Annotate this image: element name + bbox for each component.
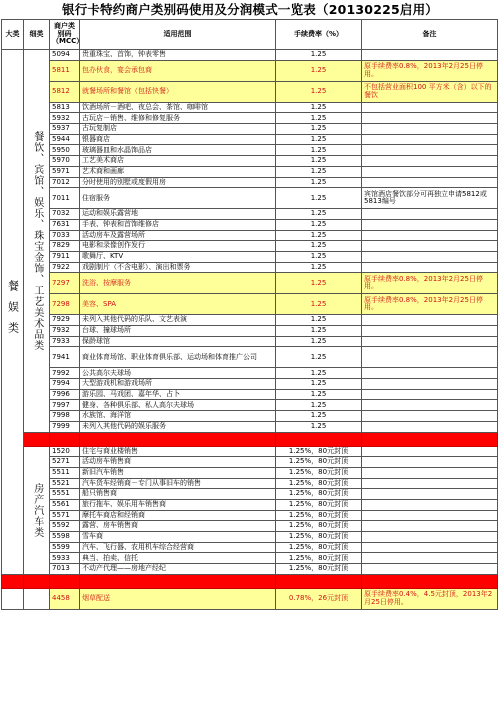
separator-cell xyxy=(24,432,50,446)
mcc-cell: 7013 xyxy=(50,564,80,575)
table-row xyxy=(2,446,498,457)
table-row xyxy=(2,262,498,273)
table-row xyxy=(2,60,498,81)
header-row xyxy=(2,20,498,50)
mcc-cell: 7911 xyxy=(50,251,80,262)
fee-cell: 1.25%，80元封顶 xyxy=(276,478,362,489)
scope-cell: 新旧汽车销售 xyxy=(80,467,276,478)
scope-cell: 艺术商和画廊 xyxy=(80,166,276,177)
note-cell xyxy=(362,166,498,177)
table-row xyxy=(2,467,498,478)
fee-cell: 1.25 xyxy=(276,400,362,411)
table-row xyxy=(2,532,498,543)
mcc-cell: 7932 xyxy=(50,326,80,337)
table-row xyxy=(2,315,498,326)
mcc-cell: 5598 xyxy=(50,532,80,543)
fee-cell: 1.25 xyxy=(276,219,362,230)
fee-cell: 1.25 xyxy=(276,421,362,432)
separator-cell xyxy=(362,432,498,446)
table-row xyxy=(2,113,498,124)
table-row xyxy=(2,230,498,241)
separator-cell xyxy=(80,574,276,588)
note-cell xyxy=(362,457,498,468)
note-cell xyxy=(362,510,498,521)
fee-cell: 0.78%，26元封顶 xyxy=(276,588,362,609)
fee-cell: 1.25%，80元封顶 xyxy=(276,542,362,553)
mcc-cell: 7929 xyxy=(50,315,80,326)
fee-cell: 1.25 xyxy=(276,368,362,379)
fee-cell: 1.25 xyxy=(276,389,362,400)
mcc-cell: 5521 xyxy=(50,478,80,489)
table-row xyxy=(2,588,498,609)
note-cell xyxy=(362,113,498,124)
table-row xyxy=(2,251,498,262)
mcc-cell: 7997 xyxy=(50,400,80,411)
fee-cell: 1.25%，80元封顶 xyxy=(276,446,362,457)
note-cell xyxy=(362,336,498,347)
header-note: 备注 xyxy=(362,20,498,50)
table-row xyxy=(2,273,498,294)
mcc-cell: 5970 xyxy=(50,156,80,167)
table-row xyxy=(2,400,498,411)
table-row xyxy=(2,389,498,400)
table-row xyxy=(2,209,498,220)
scope-cell: 住宅与商业楼销售 xyxy=(80,446,276,457)
mcc-cell: 5812 xyxy=(50,81,80,102)
scope-cell: 运动和娱乐露营地 xyxy=(80,209,276,220)
note-cell: 原手续费率0.8%，2013年2月25日停用。 xyxy=(362,273,498,294)
scope-cell: 贵重珠宝、首饰，钟表零售 xyxy=(80,50,276,61)
note-cell xyxy=(362,315,498,326)
scope-cell: 台球、撞球场所 xyxy=(80,326,276,337)
table-row xyxy=(2,166,498,177)
scope-cell: 汽车货车经销商－专门从事旧车的销售 xyxy=(80,478,276,489)
note-cell xyxy=(362,134,498,145)
mcc-cell: 5932 xyxy=(50,113,80,124)
note-cell xyxy=(362,421,498,432)
table-row xyxy=(2,156,498,167)
table-row xyxy=(2,521,498,532)
fee-cell: 1.25 xyxy=(276,60,362,81)
fee-cell: 1.25%，80元封顶 xyxy=(276,510,362,521)
scope-cell: 手表、钟表和首饰维修店 xyxy=(80,219,276,230)
fee-cell: 1.25 xyxy=(276,81,362,102)
header-subcategory: 细类 xyxy=(24,20,50,50)
scope-cell: 玻璃器皿和水晶饰品店 xyxy=(80,145,276,156)
table-row xyxy=(2,241,498,252)
scope-cell: 活动房车销售商 xyxy=(80,457,276,468)
separator-cell xyxy=(276,432,362,446)
mcc-cell: 4458 xyxy=(50,588,80,609)
scope-cell: 船只销售商 xyxy=(80,489,276,500)
mcc-cell: 5813 xyxy=(50,102,80,113)
fee-cell: 1.25%，80元封顶 xyxy=(276,564,362,575)
page-title: 银行卡特约商户类别码使用及分润模式一览表（20130225启用） xyxy=(62,2,438,17)
fee-cell: 1.25 xyxy=(276,134,362,145)
mcc-cell: 5599 xyxy=(50,542,80,553)
note-cell xyxy=(362,467,498,478)
table-row xyxy=(2,134,498,145)
table-row xyxy=(2,102,498,113)
scope-cell: 典当、拍卖、信托 xyxy=(80,553,276,564)
header-category: 大类 xyxy=(2,20,24,50)
table-row xyxy=(2,379,498,390)
subcategory-dining: 餐饮、宾馆、娱乐、珠宝金饰、工艺美术品类 xyxy=(24,50,50,433)
note-cell xyxy=(362,400,498,411)
table-row xyxy=(2,411,498,422)
note-cell xyxy=(362,219,498,230)
fee-cell: 1.25 xyxy=(276,113,362,124)
fee-cell: 1.25 xyxy=(276,124,362,135)
fee-cell: 1.25 xyxy=(276,336,362,347)
mcc-cell: 5592 xyxy=(50,521,80,532)
scope-cell: 公共高尔夫球场 xyxy=(80,368,276,379)
scope-cell: 烟草配送 xyxy=(80,588,276,609)
mcc-cell: 7298 xyxy=(50,294,80,315)
category-dining: 餐娱类 xyxy=(2,50,24,575)
fee-cell: 1.25 xyxy=(276,315,362,326)
scope-cell: 未列入其他代码的乐队、文艺表演 xyxy=(80,315,276,326)
note-cell: 原手续费率0.8%，2013年2月25日停用。 xyxy=(362,60,498,81)
separator-cell xyxy=(24,574,50,588)
fee-cell: 1.25%，80元封顶 xyxy=(276,499,362,510)
mcc-cell: 5511 xyxy=(50,467,80,478)
note-cell: 不包括营业面积100 平方米（含）以下的餐饮 xyxy=(362,81,498,102)
mcc-cell: 7033 xyxy=(50,230,80,241)
note-cell: 原手续费率0.4%，4.5元封顶，2013年2月25日停用。 xyxy=(362,588,498,609)
note-cell xyxy=(362,124,498,135)
mcc-cell: 7941 xyxy=(50,347,80,368)
mcc-cell: 5950 xyxy=(50,145,80,156)
scope-cell: 雪车商 xyxy=(80,532,276,543)
fee-cell: 1.25%，80元封顶 xyxy=(276,553,362,564)
separator-cell xyxy=(50,432,80,446)
scope-cell: 洗浴、按摩服务 xyxy=(80,273,276,294)
fee-cell: 1.25%，80元封顶 xyxy=(276,467,362,478)
mcc-cell: 5094 xyxy=(50,50,80,61)
note-cell xyxy=(362,102,498,113)
mcc-cell: 1520 xyxy=(50,446,80,457)
fee-cell: 1.25%，80元封顶 xyxy=(276,532,362,543)
table-row xyxy=(2,478,498,489)
scope-cell: 摩托车商店和经销商 xyxy=(80,510,276,521)
scope-cell: 健身、各种俱乐部、私人高尔夫球场 xyxy=(80,400,276,411)
note-cell xyxy=(362,542,498,553)
fee-cell: 1.25 xyxy=(276,347,362,368)
mcc-cell: 5571 xyxy=(50,510,80,521)
scope-cell: 不动产代理——房地产经纪 xyxy=(80,564,276,575)
mcc-cell: 5944 xyxy=(50,134,80,145)
table-row xyxy=(2,499,498,510)
separator-cell xyxy=(276,574,362,588)
fee-cell: 1.25 xyxy=(276,188,362,209)
scope-cell: 未列入其他代码的娱乐服务 xyxy=(80,421,276,432)
note-cell xyxy=(362,411,498,422)
scope-cell: 工艺美术商店 xyxy=(80,156,276,167)
fee-cell: 1.25 xyxy=(276,50,362,61)
table-row xyxy=(2,294,498,315)
fee-cell: 1.25 xyxy=(276,379,362,390)
note-cell: 宾馆酒店餐饮部分可再独立申请5812或5813编号 xyxy=(362,188,498,209)
scope-cell: 保龄球馆 xyxy=(80,336,276,347)
table-row xyxy=(2,564,498,575)
scope-cell: 活动房车及露营场所 xyxy=(80,230,276,241)
note-cell xyxy=(362,262,498,273)
scope-cell: 汽车、飞行器、农用机车综合经营商 xyxy=(80,542,276,553)
mcc-cell: 5271 xyxy=(50,457,80,468)
fee-cell: 1.25 xyxy=(276,230,362,241)
fee-cell: 1.25 xyxy=(276,156,362,167)
fee-cell: 1.25 xyxy=(276,273,362,294)
scope-cell: 露营、房车销售商 xyxy=(80,521,276,532)
section-separator xyxy=(2,574,498,588)
scope-cell: 古玩复制店 xyxy=(80,124,276,135)
mcc-cell: 7297 xyxy=(50,273,80,294)
fee-cell: 1.25 xyxy=(276,326,362,337)
mcc-cell: 7032 xyxy=(50,209,80,220)
fee-cell: 1.25 xyxy=(276,411,362,422)
subcategory-empty xyxy=(24,588,50,609)
table-row xyxy=(2,124,498,135)
mcc-cell: 7994 xyxy=(50,379,80,390)
note-cell xyxy=(362,241,498,252)
note-cell xyxy=(362,478,498,489)
mcc-cell: 7011 xyxy=(50,188,80,209)
table-row xyxy=(2,177,498,188)
mcc-cell: 7933 xyxy=(50,336,80,347)
mcc-cell: 7631 xyxy=(50,219,80,230)
note-cell: 原手续费率0.8%，2013年2月25日停用。 xyxy=(362,294,498,315)
scope-cell: 包办伙食，宴会承包商 xyxy=(80,60,276,81)
header-fee: 手续费率（%） xyxy=(276,20,362,50)
note-cell xyxy=(362,156,498,167)
mcc-table xyxy=(1,19,498,610)
header-mcc: 商户类别码（MCC） xyxy=(50,20,80,50)
scope-cell: 水族馆、海洋馆 xyxy=(80,411,276,422)
table-row xyxy=(2,421,498,432)
scope-cell: 分时使用的别墅或度假用房 xyxy=(80,177,276,188)
note-cell xyxy=(362,389,498,400)
note-cell xyxy=(362,368,498,379)
table-row xyxy=(2,50,498,61)
table-row xyxy=(2,542,498,553)
note-cell xyxy=(362,564,498,575)
fee-cell: 1.25 xyxy=(276,209,362,220)
table-row xyxy=(2,336,498,347)
section-separator xyxy=(2,432,498,446)
scope-cell: 大型游戏机和游戏场所 xyxy=(80,379,276,390)
note-cell xyxy=(362,251,498,262)
table-row xyxy=(2,489,498,500)
table-row xyxy=(2,347,498,368)
mcc-cell: 7998 xyxy=(50,411,80,422)
separator-cell xyxy=(2,574,24,588)
fee-cell: 1.25 xyxy=(276,294,362,315)
fee-cell: 1.25%，80元封顶 xyxy=(276,457,362,468)
fee-cell: 1.25 xyxy=(276,145,362,156)
mcc-cell: 5933 xyxy=(50,553,80,564)
scope-cell: 饮酒场所－酒吧、夜总会、茶馆、咖啡馆 xyxy=(80,102,276,113)
table-row xyxy=(2,81,498,102)
note-cell xyxy=(362,50,498,61)
note-cell xyxy=(362,553,498,564)
header-scope: 适用范围 xyxy=(80,20,276,50)
mcc-cell: 5551 xyxy=(50,489,80,500)
scope-cell: 就餐场所和餐馆（包括快餐） xyxy=(80,81,276,102)
table-row xyxy=(2,219,498,230)
note-cell xyxy=(362,499,498,510)
table-row xyxy=(2,510,498,521)
scope-cell: 古玩店－销售、维修和修复服务 xyxy=(80,113,276,124)
fee-cell: 1.25 xyxy=(276,241,362,252)
scope-cell: 戏剧制片（不含电影）、演出和票务 xyxy=(80,262,276,273)
fee-cell: 1.25%，80元封顶 xyxy=(276,521,362,532)
note-cell xyxy=(362,521,498,532)
scope-cell: 商业体育场馆、职业体育俱乐部、运动场和体育推广公司 xyxy=(80,347,276,368)
note-cell xyxy=(362,177,498,188)
note-cell xyxy=(362,209,498,220)
table-row xyxy=(2,457,498,468)
scope-cell: 住宿服务 xyxy=(80,188,276,209)
fee-cell: 1.25 xyxy=(276,166,362,177)
scope-cell: 美容、SPA xyxy=(80,294,276,315)
mcc-cell: 5561 xyxy=(50,499,80,510)
mcc-cell: 7012 xyxy=(50,177,80,188)
fee-cell: 1.25 xyxy=(276,262,362,273)
note-cell xyxy=(362,347,498,368)
mcc-cell: 7829 xyxy=(50,241,80,252)
scope-cell: 旅行拖车、娱乐用车销售商 xyxy=(80,499,276,510)
note-cell xyxy=(362,230,498,241)
separator-cell xyxy=(80,432,276,446)
fee-cell: 1.25%，80元封顶 xyxy=(276,489,362,500)
mcc-cell: 5971 xyxy=(50,166,80,177)
scope-cell: 游乐园、马戏团、嘉年华、占卜 xyxy=(80,389,276,400)
scope-cell: 电影和录像创作发行 xyxy=(80,241,276,252)
note-cell xyxy=(362,379,498,390)
fee-cell: 1.25 xyxy=(276,177,362,188)
separator-cell xyxy=(362,574,498,588)
note-cell xyxy=(362,446,498,457)
note-cell xyxy=(362,489,498,500)
subcategory-realestate: 房产汽车类 xyxy=(24,446,50,574)
category-empty xyxy=(2,588,24,609)
table-row xyxy=(2,553,498,564)
table-row xyxy=(2,188,498,209)
table-row xyxy=(2,145,498,156)
note-cell xyxy=(362,326,498,337)
fee-cell: 1.25 xyxy=(276,251,362,262)
mcc-cell: 7992 xyxy=(50,368,80,379)
mcc-cell: 7996 xyxy=(50,389,80,400)
table-row xyxy=(2,326,498,337)
fee-cell: 1.25 xyxy=(276,102,362,113)
scope-cell: 银器商店 xyxy=(80,134,276,145)
table-row xyxy=(2,368,498,379)
separator-cell xyxy=(50,574,80,588)
note-cell xyxy=(362,145,498,156)
scope-cell: 歌舞厅、KTV xyxy=(80,251,276,262)
note-cell xyxy=(362,532,498,543)
mcc-cell: 7922 xyxy=(50,262,80,273)
mcc-cell: 5937 xyxy=(50,124,80,135)
mcc-cell: 5811 xyxy=(50,60,80,81)
mcc-cell: 7999 xyxy=(50,421,80,432)
